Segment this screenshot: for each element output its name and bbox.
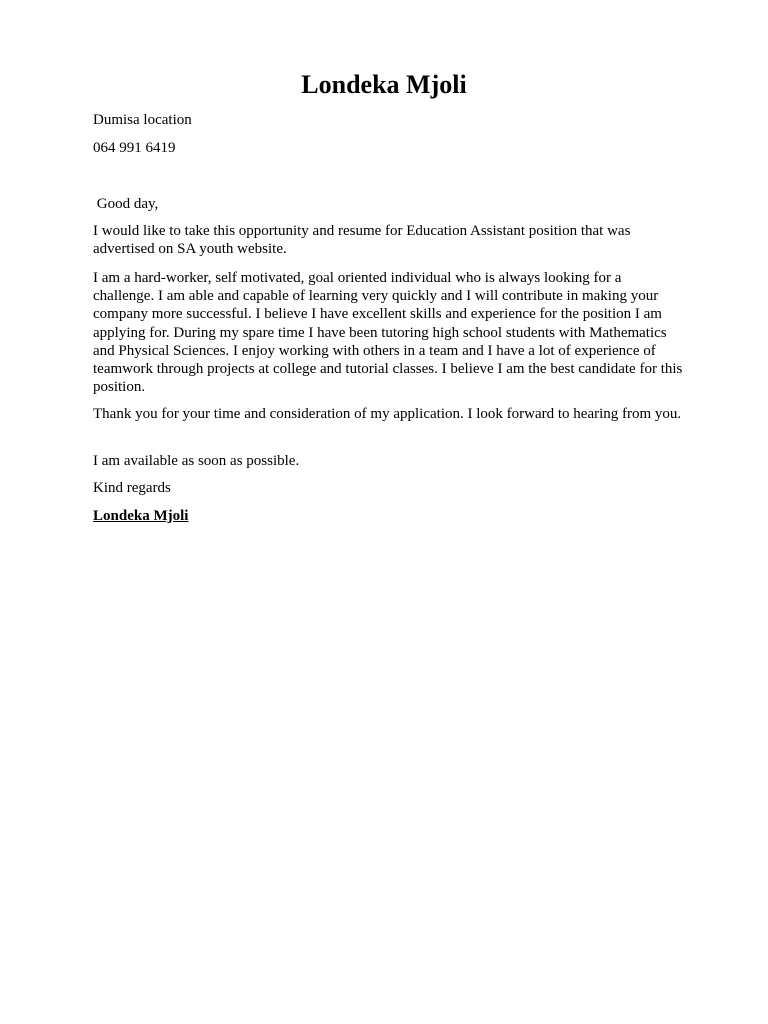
paragraph-body: I am a hard-worker, self motivated, goal oriented individual who is always looking for a challenge. I am able and capable of learning very quickly and I will contribute in making your company more successful. I believe I have excellent skills and experience for the position I am applying for. During my spare time I have been tutoring high school students with Mathematics and Physical Sciences. I enjoy working with others in a team and I have a lot of experience of teamwork through projects at college and tutorial classes. I believe I am the best candidate for this position. bbox=[93, 270, 683, 396]
paragraph-thanks: Thank you for your time and consideration of my application. I look forward to hearing from you. bbox=[93, 406, 682, 422]
phone-line: 064 991 6419 bbox=[93, 140, 176, 156]
paragraph-intro: I would like to take this opportunity and resume for Education Assistant position that was advertised on SA youth website. bbox=[93, 223, 631, 258]
address-line: Dumisa location bbox=[93, 112, 192, 128]
closing: Kind regards bbox=[93, 480, 171, 496]
signature: Londeka Mjoli bbox=[93, 508, 189, 524]
page-title: Londeka Mjoli bbox=[301, 70, 467, 99]
greeting: Good day, bbox=[93, 196, 159, 212]
paragraph-availability: I am available as soon as possible. bbox=[93, 453, 300, 469]
